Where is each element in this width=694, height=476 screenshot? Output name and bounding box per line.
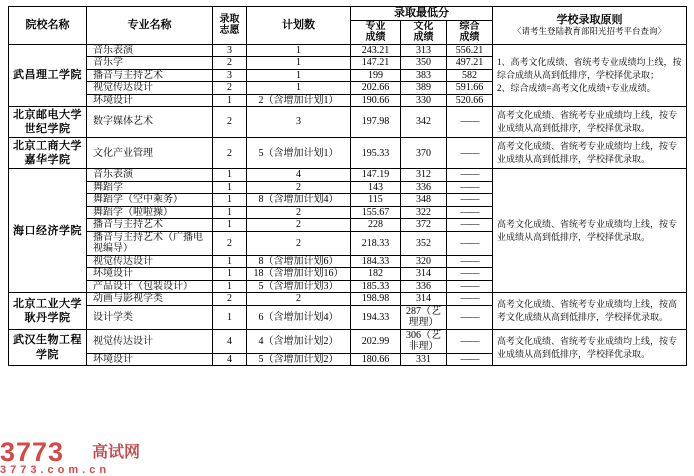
major-score-cell: 143	[351, 181, 401, 194]
admission-rule-cell: 高考文化成绩、省统考专业成绩均上线，按专业成绩从高到低排序，学校择优录取。	[493, 138, 687, 169]
comprehensive-score-cell: ——	[447, 181, 493, 194]
plan-cell: 8（含增加计划4）	[247, 194, 351, 207]
major: 环境设计	[87, 268, 213, 281]
school-name-cell: 北京工商大学嘉华学院	[9, 138, 87, 169]
plan-cell: 2	[247, 206, 351, 219]
culture-score-cell: 336	[401, 181, 447, 194]
major: 舞蹈学（空中乘务）	[87, 194, 213, 207]
major: 文化产业管理	[87, 138, 213, 169]
culture-score-cell: 389	[401, 82, 447, 95]
major-score-cell: 180.66	[351, 353, 401, 366]
major-score-cell: 115	[351, 194, 401, 207]
major: 设计学类	[87, 305, 213, 329]
comprehensive-score-cell: ——	[447, 280, 493, 293]
comprehensive-score-cell: ——	[447, 231, 493, 255]
major: 播音与主持艺术	[87, 219, 213, 232]
wish-cell: 1	[213, 181, 247, 194]
wish-cell: 1	[213, 305, 247, 329]
wish-cell: 2	[213, 82, 247, 95]
comprehensive-score-cell: ——	[447, 107, 493, 138]
culture-score-cell: 322	[401, 206, 447, 219]
wish-cell: 1	[213, 219, 247, 232]
plan-cell: 2（含增加计划1）	[247, 94, 351, 107]
major-score-cell: 199	[351, 69, 401, 82]
comprehensive-score-cell: 591.66	[447, 82, 493, 95]
plan-cell: 2	[247, 231, 351, 255]
culture-score-cell: 312	[401, 169, 447, 182]
comprehensive-score-cell: 556.21	[447, 44, 493, 57]
plan-cell: 6（含增加计划4）	[247, 305, 351, 329]
header-major: 专业名称	[87, 7, 213, 45]
admission-rule-cell: 高考文化成绩、省统考专业成绩均上线，按专业成绩从高到低排序，学校择优录取。	[493, 329, 687, 366]
table-header	[9, 7, 687, 45]
watermark-main: 3773	[0, 437, 65, 467]
major-score-cell: 194.33	[351, 305, 401, 329]
header-rule	[493, 7, 687, 45]
major: 环境设计	[87, 353, 213, 366]
major: 播音与主持艺术	[87, 69, 213, 82]
table-body	[9, 44, 687, 366]
school-name-cell: 武汉生物工程学院	[9, 329, 87, 366]
header-school: 院校名称	[9, 7, 87, 45]
major: 视觉传达设计	[87, 82, 213, 95]
culture-score-cell: 372	[401, 219, 447, 232]
plan-cell: 1	[247, 69, 351, 82]
major-score-cell: 195.33	[351, 138, 401, 169]
major-score-cell: 182	[351, 268, 401, 281]
comprehensive-score-cell: ——	[447, 169, 493, 182]
wish-cell: 1	[213, 206, 247, 219]
plan-cell: 1	[247, 44, 351, 57]
plan-cell: 4	[247, 169, 351, 182]
header-comprehensive-score: 综合 成绩	[447, 20, 493, 44]
culture-score-cell: 370	[401, 138, 447, 169]
major-score-cell: 228	[351, 219, 401, 232]
plan-cell: 4（含增加计划2）	[247, 329, 351, 353]
plan-cell: 2	[247, 181, 351, 194]
comprehensive-score-cell: ——	[447, 219, 493, 232]
major: 舞蹈学	[87, 181, 213, 194]
wish-cell: 2	[213, 57, 247, 70]
wish-cell: 1	[213, 169, 247, 182]
wish-cell: 1	[213, 268, 247, 281]
major-score-cell: 184.33	[351, 255, 401, 268]
comprehensive-score-cell: ——	[447, 194, 493, 207]
header-rule-sub: 〈请考生登陆教育部阳光招考平台查询〉	[512, 25, 666, 36]
plan-cell: 5（含增加计划1）	[247, 138, 351, 169]
school-name-cell: 海口经济学院	[9, 169, 87, 293]
header-row-1	[9, 7, 687, 21]
header-culture-score: 文化 成绩	[401, 20, 447, 44]
school-name-cell: 北京邮电大学世纪学院	[9, 107, 87, 138]
major: 视觉传达设计	[87, 329, 213, 353]
header-min-score-group: 录取最低分	[351, 7, 493, 21]
header-wish: 录取 志愿	[213, 7, 247, 45]
culture-score-cell: 331	[401, 353, 447, 366]
major-score-cell: 185.33	[351, 280, 401, 293]
table-row	[9, 107, 687, 138]
wish-cell: 3	[213, 44, 247, 57]
table-row	[9, 293, 687, 306]
culture-score-cell: 348	[401, 194, 447, 207]
plan-cell: 3	[247, 107, 351, 138]
comprehensive-score-cell: ——	[447, 305, 493, 329]
comprehensive-score-cell: ——	[447, 138, 493, 169]
school-name-cell: 北京工业大学耿丹学院	[9, 293, 87, 330]
culture-score-cell: 287（艺理理）	[401, 305, 447, 329]
admission-score-table	[8, 6, 687, 366]
table-row	[9, 138, 687, 169]
comprehensive-score-cell: 582	[447, 69, 493, 82]
major-score-cell: 147.21	[351, 57, 401, 70]
plan-cell: 2	[247, 293, 351, 306]
culture-score-cell: 313	[401, 44, 447, 57]
wish-cell: 4	[213, 329, 247, 353]
comprehensive-score-cell: ——	[447, 293, 493, 306]
plan-cell: 8（含增加计划6）	[247, 255, 351, 268]
major-score-cell: 243.21	[351, 44, 401, 57]
culture-score-cell: 350	[401, 57, 447, 70]
wish-cell: 2	[213, 231, 247, 255]
major-score-cell: 147.19	[351, 169, 401, 182]
culture-score-cell: 314	[401, 293, 447, 306]
culture-score-cell: 383	[401, 69, 447, 82]
watermark-sub: 3773.com.cn	[0, 464, 111, 476]
culture-score-cell: 306（艺非理）	[401, 329, 447, 353]
culture-score-cell: 342	[401, 107, 447, 138]
comprehensive-score-cell: ——	[447, 268, 493, 281]
wish-cell: 2	[213, 138, 247, 169]
wish-cell: 2	[213, 107, 247, 138]
major-score-cell: 197.98	[351, 107, 401, 138]
major: 环境设计	[87, 94, 213, 107]
major-score-cell: 155.67	[351, 206, 401, 219]
wish-cell: 1	[213, 280, 247, 293]
culture-score-cell: 314	[401, 268, 447, 281]
culture-score-cell: 336	[401, 280, 447, 293]
major: 舞蹈学（啦啦操）	[87, 206, 213, 219]
wish-cell: 1	[213, 94, 247, 107]
major-score-cell: 190.66	[351, 94, 401, 107]
comprehensive-score-cell: ——	[447, 206, 493, 219]
major-score-cell: 202.66	[351, 82, 401, 95]
comprehensive-score-cell: 520.66	[447, 94, 493, 107]
header-rule-title: 学校录取原则	[556, 14, 623, 27]
header-major-score: 专业 成绩	[351, 20, 401, 44]
major: 播音与主持艺术（广播电视编导）	[87, 231, 213, 255]
admission-rule-cell: 高考文化成绩、省统考专业成绩均上线，按高考文化成绩从高到低排序，学校择优录取。	[493, 293, 687, 330]
watermark-side: 高试网	[92, 444, 141, 461]
major: 动画与影视学类	[87, 293, 213, 306]
table-row	[9, 329, 687, 353]
comprehensive-score-cell: ——	[447, 255, 493, 268]
wish-cell: 4	[213, 353, 247, 366]
major: 音乐学	[87, 57, 213, 70]
table-row	[9, 169, 687, 182]
major: 产品设计（包装设计）	[87, 280, 213, 293]
admission-rule-cell: 高考文化成绩、省统考专业成绩均上线，按专业成绩从高到低排序，学校择优录取。	[493, 107, 687, 138]
watermark-logo	[0, 437, 110, 476]
culture-score-cell: 352	[401, 231, 447, 255]
comprehensive-score-cell: 497.21	[447, 57, 493, 70]
major: 视觉传达设计	[87, 255, 213, 268]
admission-rule-cell: 1、高考文化成绩、省统考专业成绩均上线，按综合成绩从高到低排序，学校择优录取； 2、综合成绩=高考文化成绩+专业成绩。	[493, 44, 687, 107]
plan-cell: 5（含增加计划3）	[247, 280, 351, 293]
major: 音乐表演	[87, 44, 213, 57]
header-plan: 计划数	[247, 7, 351, 45]
wish-cell: 2	[213, 293, 247, 306]
culture-score-cell: 320	[401, 255, 447, 268]
wish-cell: 1	[213, 194, 247, 207]
table-row	[9, 44, 687, 57]
admission-rule-cell: 高考文化成绩、省统考专业成绩均上线，按专业成绩从高到低排序，学校择优录取。	[493, 169, 687, 293]
major-score-cell: 198.98	[351, 293, 401, 306]
score-table-container	[8, 6, 686, 366]
plan-cell: 5（含增加计划2）	[247, 353, 351, 366]
major: 音乐表演	[87, 169, 213, 182]
comprehensive-score-cell: ——	[447, 329, 493, 353]
wish-cell: 3	[213, 69, 247, 82]
plan-cell: 2	[247, 219, 351, 232]
plan-cell: 1	[247, 57, 351, 70]
school-name-cell: 武昌理工学院	[9, 44, 87, 107]
plan-cell: 18（含增加计划16）	[247, 268, 351, 281]
culture-score-cell: 330	[401, 94, 447, 107]
major-score-cell: 218.33	[351, 231, 401, 255]
wish-cell: 1	[213, 255, 247, 268]
plan-cell: 1	[247, 82, 351, 95]
comprehensive-score-cell: ——	[447, 353, 493, 366]
major: 数字媒体艺术	[87, 107, 213, 138]
major-score-cell: 202.99	[351, 329, 401, 353]
